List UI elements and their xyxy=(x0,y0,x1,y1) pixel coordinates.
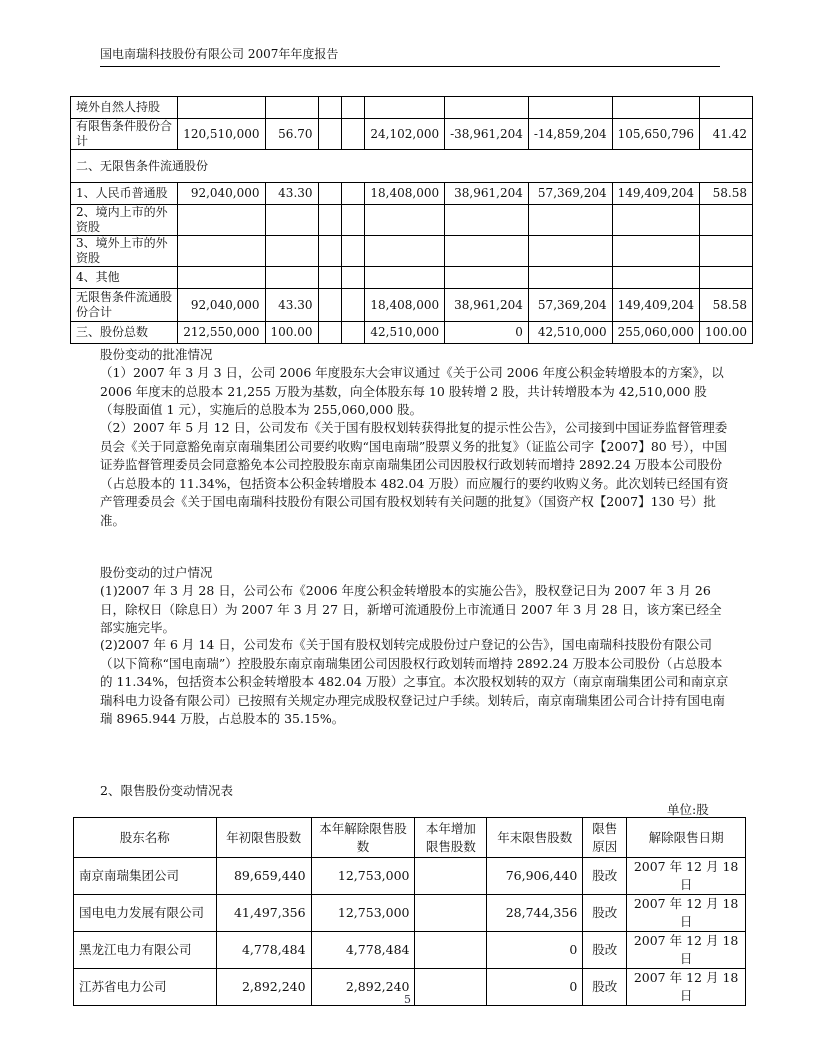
table-cell xyxy=(528,97,612,119)
table-row xyxy=(71,236,753,267)
table-cell xyxy=(612,97,699,119)
table-cell xyxy=(265,267,318,289)
table-cell: 42,510,000 xyxy=(528,322,612,344)
row-label: 二、无限售条件流通股份 xyxy=(71,150,753,183)
shareholder-name: 江苏省电力公司 xyxy=(74,969,217,1006)
table-cell: 41.42 xyxy=(699,119,752,150)
table-cell xyxy=(318,236,342,267)
table-cell: 股改 xyxy=(583,969,627,1006)
table-cell: 149,409,204 xyxy=(612,289,699,322)
table-cell: 0 xyxy=(487,969,583,1006)
shareholder-name: 黑龙江电力有限公司 xyxy=(74,932,217,969)
table-row xyxy=(71,267,753,289)
table-cell xyxy=(318,289,342,322)
table-cell xyxy=(342,322,365,344)
table-cell xyxy=(318,183,342,205)
table-cell xyxy=(265,236,318,267)
table-cell: 42,510,000 xyxy=(365,322,445,344)
table-cell xyxy=(445,97,529,119)
row-label: 无限售条件流通股份合计 xyxy=(71,289,178,322)
table-cell: 100.00 xyxy=(265,322,318,344)
table-row xyxy=(71,119,753,150)
table-cell: 0 xyxy=(487,932,583,969)
table-cell: -14,859,204 xyxy=(528,119,612,150)
header-released: 本年解除限售股数 xyxy=(311,818,415,858)
table-cell: 92,040,000 xyxy=(178,183,265,205)
table-cell xyxy=(178,236,265,267)
restricted-table-title: 2、限售股份变动情况表 xyxy=(100,783,233,798)
restricted-shares-table xyxy=(73,817,746,1006)
table-cell xyxy=(445,236,529,267)
table-cell xyxy=(318,205,342,236)
table-cell xyxy=(178,205,265,236)
row-label: 1、人民币普通股 xyxy=(71,183,178,205)
table-cell: 120,510,000 xyxy=(178,119,265,150)
shareholder-name: 南京南瑞集团公司 xyxy=(74,858,217,895)
table-cell xyxy=(265,97,318,119)
table-cell xyxy=(528,267,612,289)
table-cell: 2,892,240 xyxy=(311,969,415,1006)
row-label: 有限售条件股份合计 xyxy=(71,119,178,150)
table-cell xyxy=(365,267,445,289)
table-cell xyxy=(528,236,612,267)
table-cell: 76,906,440 xyxy=(487,858,583,895)
table-cell xyxy=(342,267,365,289)
page-header: 国电南瑞科技股份有限公司 2007年年度报告 xyxy=(100,46,720,67)
table-cell: 43.30 xyxy=(265,183,318,205)
row-label: 境外自然人持股 xyxy=(71,97,178,119)
table-cell: 212,550,000 xyxy=(178,322,265,344)
table-cell: 149,409,204 xyxy=(612,183,699,205)
table-row xyxy=(74,895,746,932)
table-header-row xyxy=(74,818,746,858)
table-cell: 2007 年 12 月 18 日 xyxy=(627,858,746,895)
approval-title: 股份变动的批准情况 xyxy=(100,347,213,362)
table-cell: 38,961,204 xyxy=(445,183,529,205)
table-cell xyxy=(318,119,342,150)
table-cell: 92,040,000 xyxy=(178,289,265,322)
table-cell: 2007 年 12 月 18 日 xyxy=(627,932,746,969)
table-cell xyxy=(445,205,529,236)
table-cell: 43.30 xyxy=(265,289,318,322)
table-cell: 105,650,796 xyxy=(612,119,699,150)
table-cell: 2,892,240 xyxy=(216,969,311,1006)
table-row xyxy=(71,289,753,322)
table-cell: 4,778,484 xyxy=(216,932,311,969)
table-row xyxy=(71,150,753,183)
table-cell xyxy=(342,97,365,119)
table-cell xyxy=(178,97,265,119)
table-cell xyxy=(699,236,752,267)
header-closing-restricted: 年末限售股数 xyxy=(487,818,583,858)
header-reason: 限售原因 xyxy=(583,818,627,858)
table-cell: 57,369,204 xyxy=(528,289,612,322)
row-label: 4、其他 xyxy=(71,267,178,289)
unit-label: 单位:股 xyxy=(667,802,709,817)
table-cell: 56.70 xyxy=(265,119,318,150)
table-cell: 255,060,000 xyxy=(612,322,699,344)
shareholder-name: 国电电力发展有限公司 xyxy=(74,895,217,932)
table-cell xyxy=(342,205,365,236)
table-cell: 4,778,484 xyxy=(311,932,415,969)
table-cell xyxy=(699,205,752,236)
table-cell: 股改 xyxy=(583,858,627,895)
table-cell: -38,961,204 xyxy=(445,119,529,150)
table-cell xyxy=(342,289,365,322)
table-cell: 12,753,000 xyxy=(311,858,415,895)
table-row xyxy=(71,97,753,119)
table-cell: 38,961,204 xyxy=(445,289,529,322)
header-added: 本年增加限售股数 xyxy=(415,818,487,858)
table-cell: 12,753,000 xyxy=(311,895,415,932)
table-cell xyxy=(528,205,612,236)
table-cell xyxy=(318,267,342,289)
table-cell: 28,744,356 xyxy=(487,895,583,932)
table-cell: 2007 年 12 月 18 日 xyxy=(627,895,746,932)
page-number: 5 xyxy=(404,993,411,1006)
table-cell xyxy=(415,858,487,895)
table-cell: 股改 xyxy=(583,895,627,932)
transfer-paragraph-2: (2)2007 年 6 月 14 日，公司发布《关于国有股权划转完成股份过户登记的公告》，国电南瑞科技股份有限公司（以下简称“国电南瑞”）控股股东南京南瑞集团公司因股权行政划转而增持 2892.24 万股本公司股份（占总股本的 11.34%，包括资本公积金转增股本 482.04 万股）之事宜。本次股权划转的双方（南京南瑞集团公司和南京京瑞科电力设备有限公司）已按照有关规定办理完成股权登记过户手续。划转后，南京南瑞集团公司合计持有国电南瑞 8965.944 万股，占总股本的 35.15%。 xyxy=(100,637,729,726)
table-cell xyxy=(178,267,265,289)
table-cell xyxy=(342,183,365,205)
header-shareholder: 股东名称 xyxy=(74,818,217,858)
table-cell xyxy=(365,236,445,267)
table-cell: 58.58 xyxy=(699,289,752,322)
table-cell xyxy=(342,119,365,150)
transfer-paragraph-1: (1)2007 年 3 月 28 日，公司公布《2006 年度公积金转增股本的实施公告》，股权登记日为 2007 年 3 月 26 日，除权日（除息日）为 2007 年 3 月 27 日，新增可流通股份上市流通日 2007 年 3 月 28 日，该方案已经全部实施完毕。 xyxy=(100,583,722,635)
table-row xyxy=(71,322,753,344)
table-row xyxy=(74,858,746,895)
table-cell: 24,102,000 xyxy=(365,119,445,150)
table-cell xyxy=(699,267,752,289)
table-cell: 57,369,204 xyxy=(528,183,612,205)
header-opening-restricted: 年初限售股数 xyxy=(216,818,311,858)
table-cell: 100.00 xyxy=(699,322,752,344)
table-cell: 股改 xyxy=(583,932,627,969)
table-cell: 2007 年 12 月 18 日 xyxy=(627,969,746,1006)
table-row xyxy=(74,932,746,969)
table-cell xyxy=(612,236,699,267)
table-row xyxy=(71,205,753,236)
table-cell xyxy=(612,267,699,289)
table-cell: 18,408,000 xyxy=(365,289,445,322)
table-cell xyxy=(365,97,445,119)
table-cell xyxy=(318,97,342,119)
table-cell xyxy=(699,97,752,119)
approval-paragraph-2: （2）2007 年 5 月 12 日，公司发布《关于国有股权划转获得批复的提示性公告》，公司接到中国证券监督管理委员会《关于同意豁免南京南瑞集团公司要约收购“国电南瑞”股票义务的批复》（证监公司字【2007】80 号），中国证券监督管理委员会同意豁免本公司控股股东南京南瑞集团公司因股权行政划转而增持 2892.24 万股本公司股份（占总股本的 11.34%，包括资本公积金转增股本 482.04 万股）而应履行的要约收购义务。此次划转已经国有资产管理委员会《关于国电南瑞科技股份有限公司国有股权划转有关问题的批复》（国资产权【2007】130 号）批准。 xyxy=(100,420,729,528)
table-cell: 58.58 xyxy=(699,183,752,205)
row-label: 三、股份总数 xyxy=(71,322,178,344)
table-cell xyxy=(612,205,699,236)
header-release-date: 解除限售日期 xyxy=(627,818,746,858)
table-cell xyxy=(265,205,318,236)
transfer-title: 股份变动的过户情况 xyxy=(100,565,213,580)
table-cell: 89,659,440 xyxy=(216,858,311,895)
table-cell xyxy=(365,205,445,236)
row-label: 2、境内上市的外资股 xyxy=(71,205,178,236)
table-cell: 18,408,000 xyxy=(365,183,445,205)
table-cell: 41,497,356 xyxy=(216,895,311,932)
table-cell xyxy=(318,322,342,344)
row-label: 3、境外上市的外资股 xyxy=(71,236,178,267)
approval-paragraph-1: （1）2007 年 3 月 3 日，公司 2006 年度股东大会审议通过《关于公司 2006 年度公积金转增股本的方案》，以 2006 年度末的总股本 21,255 万股为基数，向全体股东每 10 股转增 2 股，共计转增股本为 42,510,000 股（每股面值 1 元），实施后的总股本为 255,060,000 股。 xyxy=(100,365,724,417)
table-cell xyxy=(415,932,487,969)
table-cell xyxy=(342,236,365,267)
table-cell xyxy=(445,267,529,289)
share-change-table xyxy=(70,96,753,344)
table-cell xyxy=(415,895,487,932)
table-row xyxy=(71,183,753,205)
table-cell: 0 xyxy=(445,322,529,344)
